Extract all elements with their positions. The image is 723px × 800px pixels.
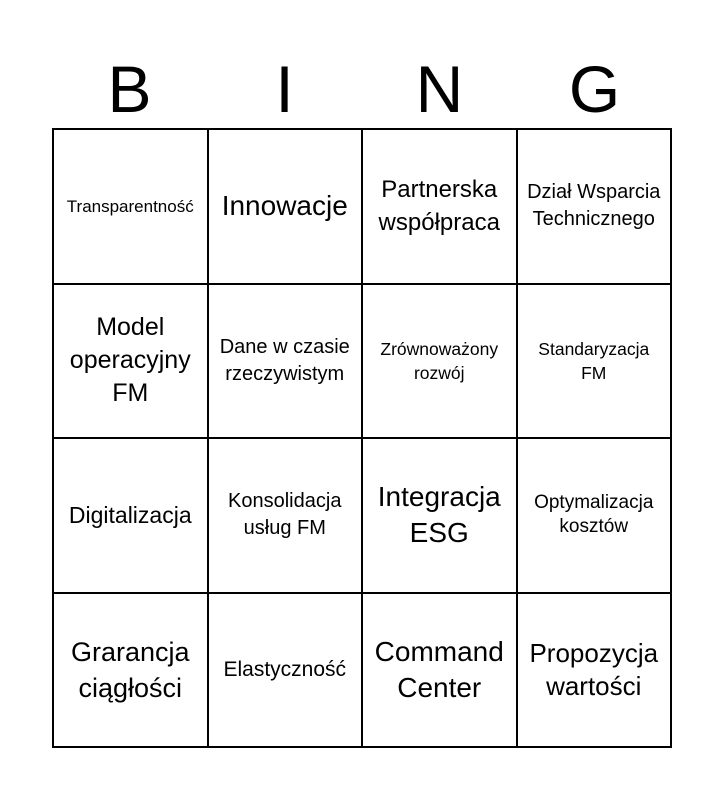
- cell-label: Dane w czasie rzeczywistym: [219, 335, 350, 385]
- header-letter-n: N: [415, 52, 464, 126]
- bingo-board: [52, 128, 672, 748]
- bingo-cell-r2c3[interactable]: [363, 285, 518, 440]
- cell-label: Dział Wsparcia Technicznego: [527, 181, 661, 231]
- cell-label: Propozycja wartości: [529, 637, 659, 701]
- bingo-cell-r4c2[interactable]: [209, 594, 364, 749]
- bingo-cell-r1c2[interactable]: [209, 130, 364, 285]
- bingo-cell-r1c4[interactable]: [518, 130, 673, 285]
- cell-label: Partnerska współpraca: [378, 176, 500, 237]
- cell-label: Grarancja ciągłości: [70, 636, 190, 703]
- bingo-cell-r4c1[interactable]: [54, 594, 209, 749]
- cell-label: Transparentność: [66, 196, 194, 216]
- bingo-cell-r3c2[interactable]: [209, 439, 364, 594]
- cell-label: Integracja ESG: [377, 481, 501, 549]
- cell-label: Command Center: [374, 635, 504, 703]
- cell-label: Model operacyjny FM: [69, 313, 191, 408]
- cell-label: Konsolidacja usług FM: [228, 490, 342, 540]
- bingo-cell-r1c1[interactable]: [54, 130, 209, 285]
- bingo-cell-r2c1[interactable]: [54, 285, 209, 440]
- cell-label: Optymalizacja kosztów: [534, 492, 654, 538]
- header-letter-i: I: [275, 52, 294, 126]
- cell-label: Elastyczność: [223, 658, 347, 682]
- bingo-cell-r4c3[interactable]: [363, 594, 518, 749]
- bingo-cell-r3c4[interactable]: [518, 439, 673, 594]
- cell-label: Digitalizacja: [68, 501, 192, 528]
- cell-label: Zrównoważony rozwój: [380, 338, 499, 383]
- bingo-cell-r4c4[interactable]: [518, 594, 673, 749]
- cell-label: Innowacje: [221, 190, 348, 222]
- bingo-header: [52, 50, 672, 128]
- bingo-cell-r1c3[interactable]: [363, 130, 518, 285]
- bingo-cell-r2c4[interactable]: [518, 285, 673, 440]
- header-letter-b: B: [107, 52, 152, 126]
- cell-label: Standaryzacja FM: [538, 338, 650, 383]
- bingo-cell-r3c1[interactable]: [54, 439, 209, 594]
- bingo-cell-r2c2[interactable]: [209, 285, 364, 440]
- bingo-cell-r3c3[interactable]: [363, 439, 518, 594]
- header-letter-g: G: [568, 52, 621, 126]
